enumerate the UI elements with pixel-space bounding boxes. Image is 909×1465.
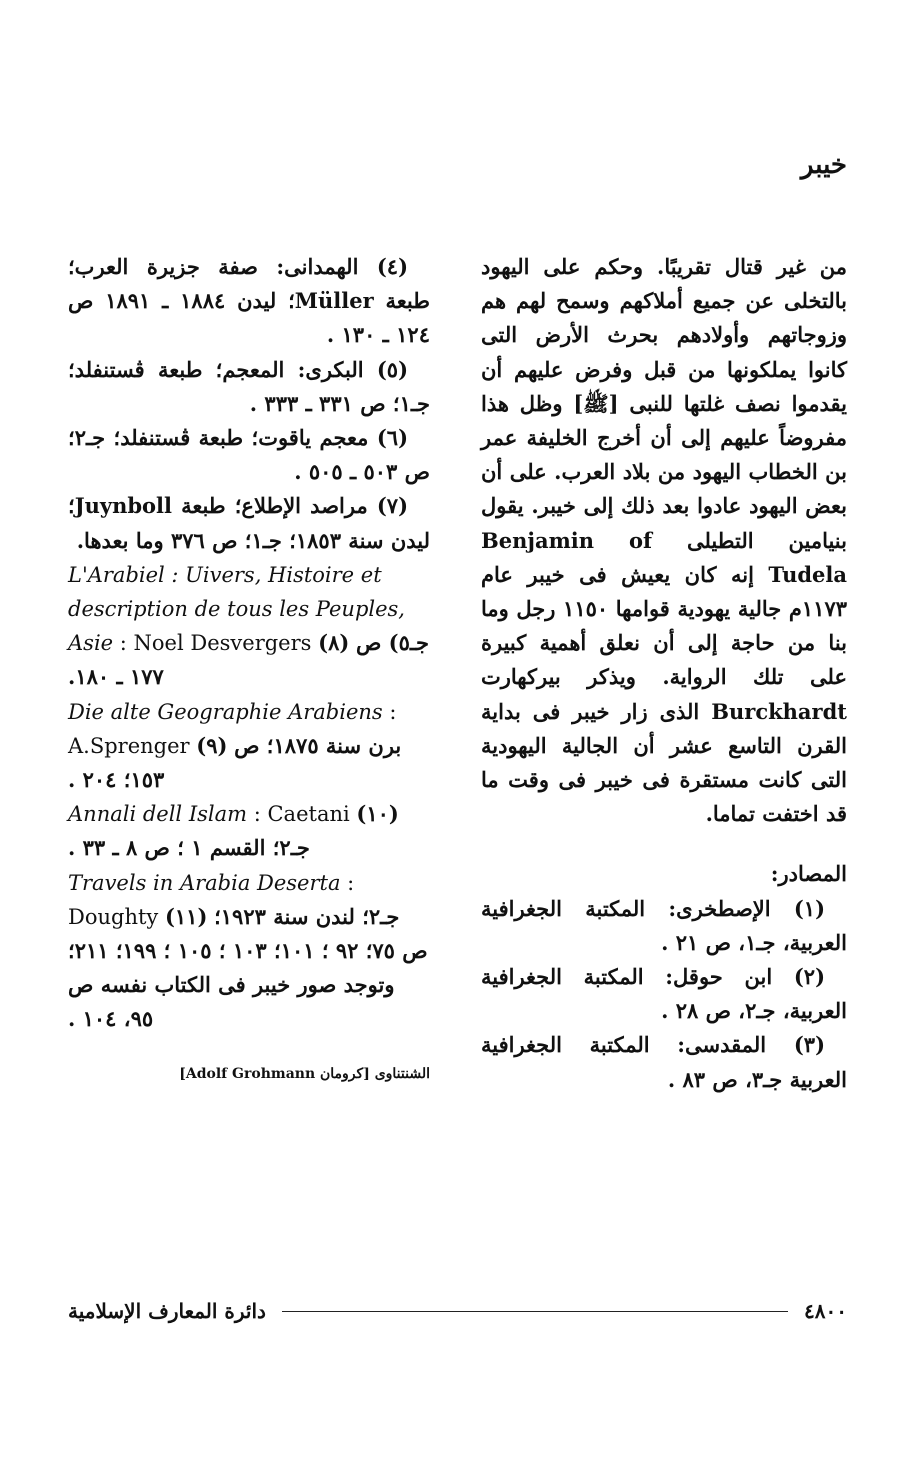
reference-9-title: Die alte Geographie Arabiens [68,699,383,724]
reference-8-number: (٨) [318,630,350,656]
reference-10-details: جـ٢؛ القسم ١ ؛ ص ٨ ـ ٣٣ . [68,835,310,861]
reference-10-author: Caetani [267,802,350,827]
reference-11-number: (١١) [164,903,208,929]
reference-8-details: جـ٥) ص ١٧٧ ـ ١٨٠. [68,630,430,690]
sources-heading: المصادر: [770,861,847,887]
reference-10-title: Annali dell Islam [68,802,248,827]
reference-11: Travels in Arabia Deserta : Doughty (١١) جـ٢؛ لندن سنة ١٩٢٣؛ ص ٧٥؛ ٩٢ ؛ ١٠١؛ ١٠٣ ؛ ١٠٥ ؛ ١٩٩؛ ٢١١؛ وتوجد صور خيبر فى الكتاب نفسه ص ٩٥، ١٠٤ . [68,870,428,1032]
reference-11-details: جـ٢؛ لندن سنة ١٩٢٣؛ ص ٧٥؛ ٩٢ ؛ ١٠١؛ ١٠٣ ؛ ١٠٥ ؛ ١٩٩؛ ٢١١؛ وتوجد صور خيبر فى الكتاب نفسه ص ٩٥، ١٠٤ . [68,903,428,1032]
reference-6: (٦) معجم ياقوت؛ طبعة ڤستنفلد؛ جـ٢؛ ص ٥٠٣ ـ ٥٠٥ . [68,425,430,485]
publication-title: دائرة المعارف الإسلامية [68,1299,266,1323]
left-column [68,250,430,1091]
reference-9-author: A.Sprenger [68,733,190,758]
reference-2: (٢) ابن حوقل: المكتبة الجغرافية العربية، جـ٢، ص ٢٨ . [481,964,847,1024]
footer-rule [282,1311,788,1312]
reference-9-number: (٩) [196,732,228,758]
running-head: خيبر [800,150,847,180]
right-column [481,250,847,1097]
reference-5: (٥) البكرى: المعجم؛ طبعة ڤستنفلد؛ جـ١؛ ص ٣٣١ ـ ٣٣٣ . [68,356,430,416]
reference-7: (٧) مراصد الإطلاع؛ طبعة Juynboll؛ ليدن سنة ١٨٥٣؛ جـ١؛ ص ٣٧٦ وما بعدها. [68,493,430,553]
article-body-text: من غير قتال تقريبًا. وحكم على اليهود بالتخلى عن جميع أملاكهم وسمح لهم هم وزوجاتهم وأولادهم بحرث الأرض التى كانوا يملكونها من قبل وفرض عليهم أن يقدموا نصف غلتها للنبى [ﷺ] وظل هذا مفروضاً عليهم إلى أن أخرج الخليفة عمر بن الخطاب اليهود من بلاد العرب. على أن بعض اليهود عادوا بعد ذلك إلى خيبر. يقول بنيامين التطيلى Benjamin of Tudela إنه كان يعيش فى خيبر عام ١١٧٣م جالية يهودية قوامها ١١٥٠ رجل وما بنا من حاجة إلى أن نعلق أهمية كبيرة على تلك الرواية. ويذكر بيركهارت Burckhardt الذى زار خيبر فى بداية القرن التاسع عشر أن الجالية اليهودية التى كانت مستقرة فى خيبر فى وقت ما قد اختفت تماما. [481,254,848,827]
reference-4: (٤) الهمدانى: صفة جزيرة العرب؛ طبعة Müller؛ ليدن ١٨٨٤ ـ ١٨٩١ ص ١٢٤ ـ ١٣٠ . [68,254,430,348]
reference-8-title: L'Arabiel : Uivers, Histoire et description de tous les Peuples, Asie [68,562,405,656]
reference-9-details: برن سنة ١٨٧٥؛ ص ١٥٣؛ ٢٠٤ . [68,732,402,793]
author-attribution: الشنتناوى [كرومان Adolf Grohmann] [179,1065,430,1082]
reference-8: L'Arabiel : Uivers, Histoire et description de tous les Peuples, Asie : Noel Desvergers (٨) جـ٥) ص ١٧٧ ـ ١٨٠. [68,562,430,690]
reference-9: Die alte Geographie Arabiens : A.Sprenger (٩) برن سنة ١٨٧٥؛ ص ١٥٣؛ ٢٠٤ . [68,699,402,793]
reference-1: (١) الإصطخرى: المكتبة الجغرافية العربية، جـ١، ص ٢١ . [481,895,847,955]
reference-3: (٣) المقدسى: المكتبة الجغرافية العربية جـ٣، ص ٨٣ . [481,1032,847,1092]
page-footer [68,1296,847,1326]
reference-11-author: Doughty [68,904,159,929]
reference-10-number: (١٠) [356,801,399,827]
reference-10: Annali dell Islam : Caetani (١٠) جـ٢؛ القسم ١ ؛ ص ٨ ـ ٣٣ . [68,801,399,861]
reference-8-author: Noel Desvergers [133,631,312,656]
reference-11-title: Travels in Arabia Deserta [68,870,341,895]
page-number: ٤٨٠٠ [804,1299,847,1323]
